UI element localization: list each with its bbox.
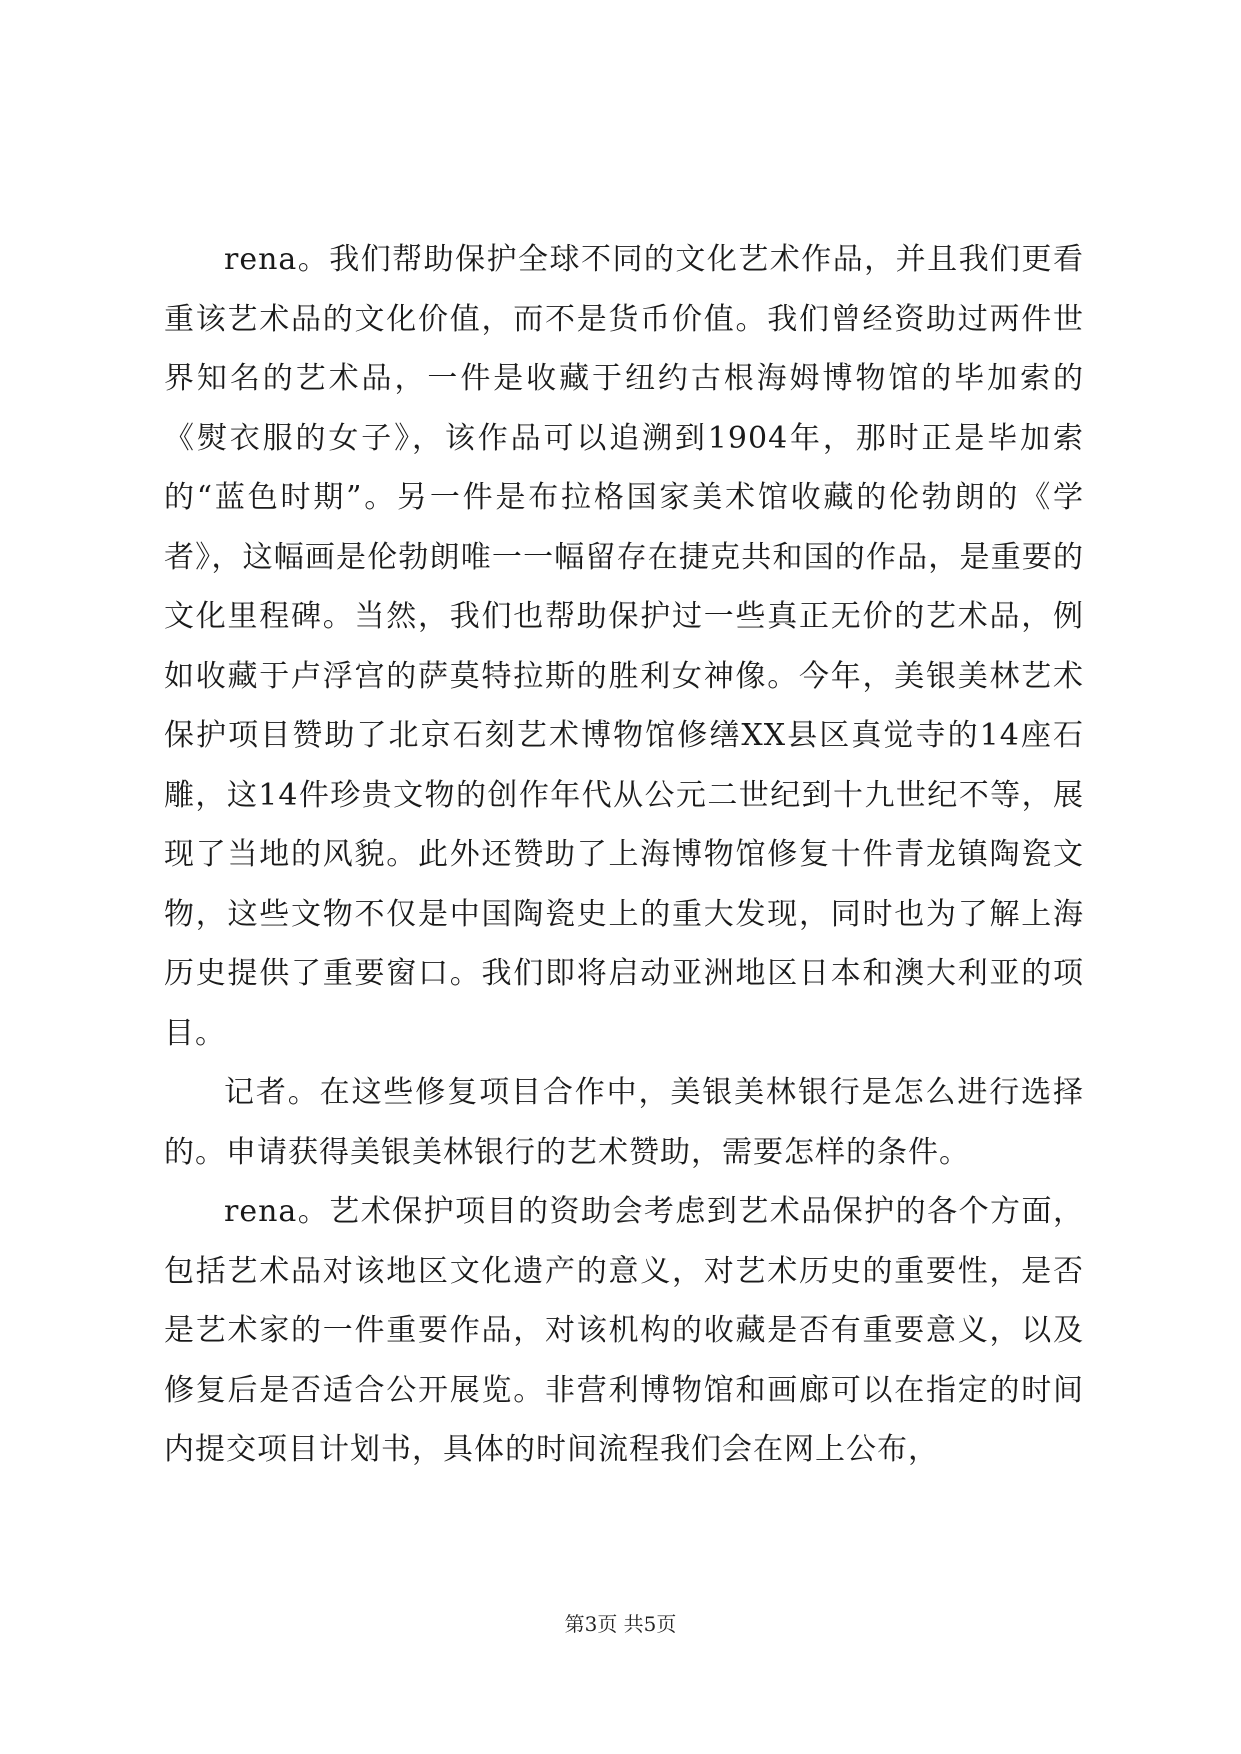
- paragraph-reporter-question: 记者。在这些修复项目合作中，美银美林银行是怎么进行选择的。申请获得美银美林银行的艺术赞助，需要怎样的条件。: [164, 1075, 1084, 1170]
- paragraph-rena-answer-1: rena。我们帮助保护全球不同的文化艺术作品，并且我们更看重该艺术品的文化价值，而不是货币价值。我们曾经资助过两件世界知名的艺术品，一件是收藏于纽约古根海姆博物馆的毕加索的《熨衣服的女子》，该作品可以追溯到1904年，那时正是毕加索的“蓝色时期”。另一件是布拉格国家美术馆收藏的伦勃朗的《学者》，这幅画是伦勃朗唯一一幅留存在捷克共和国的作品，是重要的文化里程碑。当然，我们也帮助保护过一些真正无价的艺术品，例如收藏于卢浮宫的萨莫特拉斯的胜利女神像。今年，美银美林艺术保护项目赞助了北京石刻艺术博物馆修缮XX县区真觉寺的14座石雕，这14件珍贵文物的创作年代从公元二世纪到十九世纪不等，展现了当地的风貌。此外还赞助了上海博物馆修复十件青龙镇陶瓷文物，这些文物不仅是中国陶瓷史上的重大发现，同时也为了解上海历史提供了重要窗口。我们即将启动亚洲地区日本和澳大利亚的项目。: [164, 242, 1084, 1051]
- document-body: [164, 230, 1084, 1480]
- page-number-footer: 第3页 共5页: [564, 1612, 677, 1636]
- paragraph-rena-answer-2: rena。艺术保护项目的资助会考虑到艺术品保护的各个方面，包括艺术品对该地区文化遗产的意义，对艺术历史的重要性，是否是艺术家的一件重要作品，对该机构的收藏是否有重要意义，以及修复后是否适合公开展览。非营利博物馆和画廊可以在指定的时间内提交项目计划书，具体的时间流程我们会在网上公布，: [164, 1194, 1084, 1467]
